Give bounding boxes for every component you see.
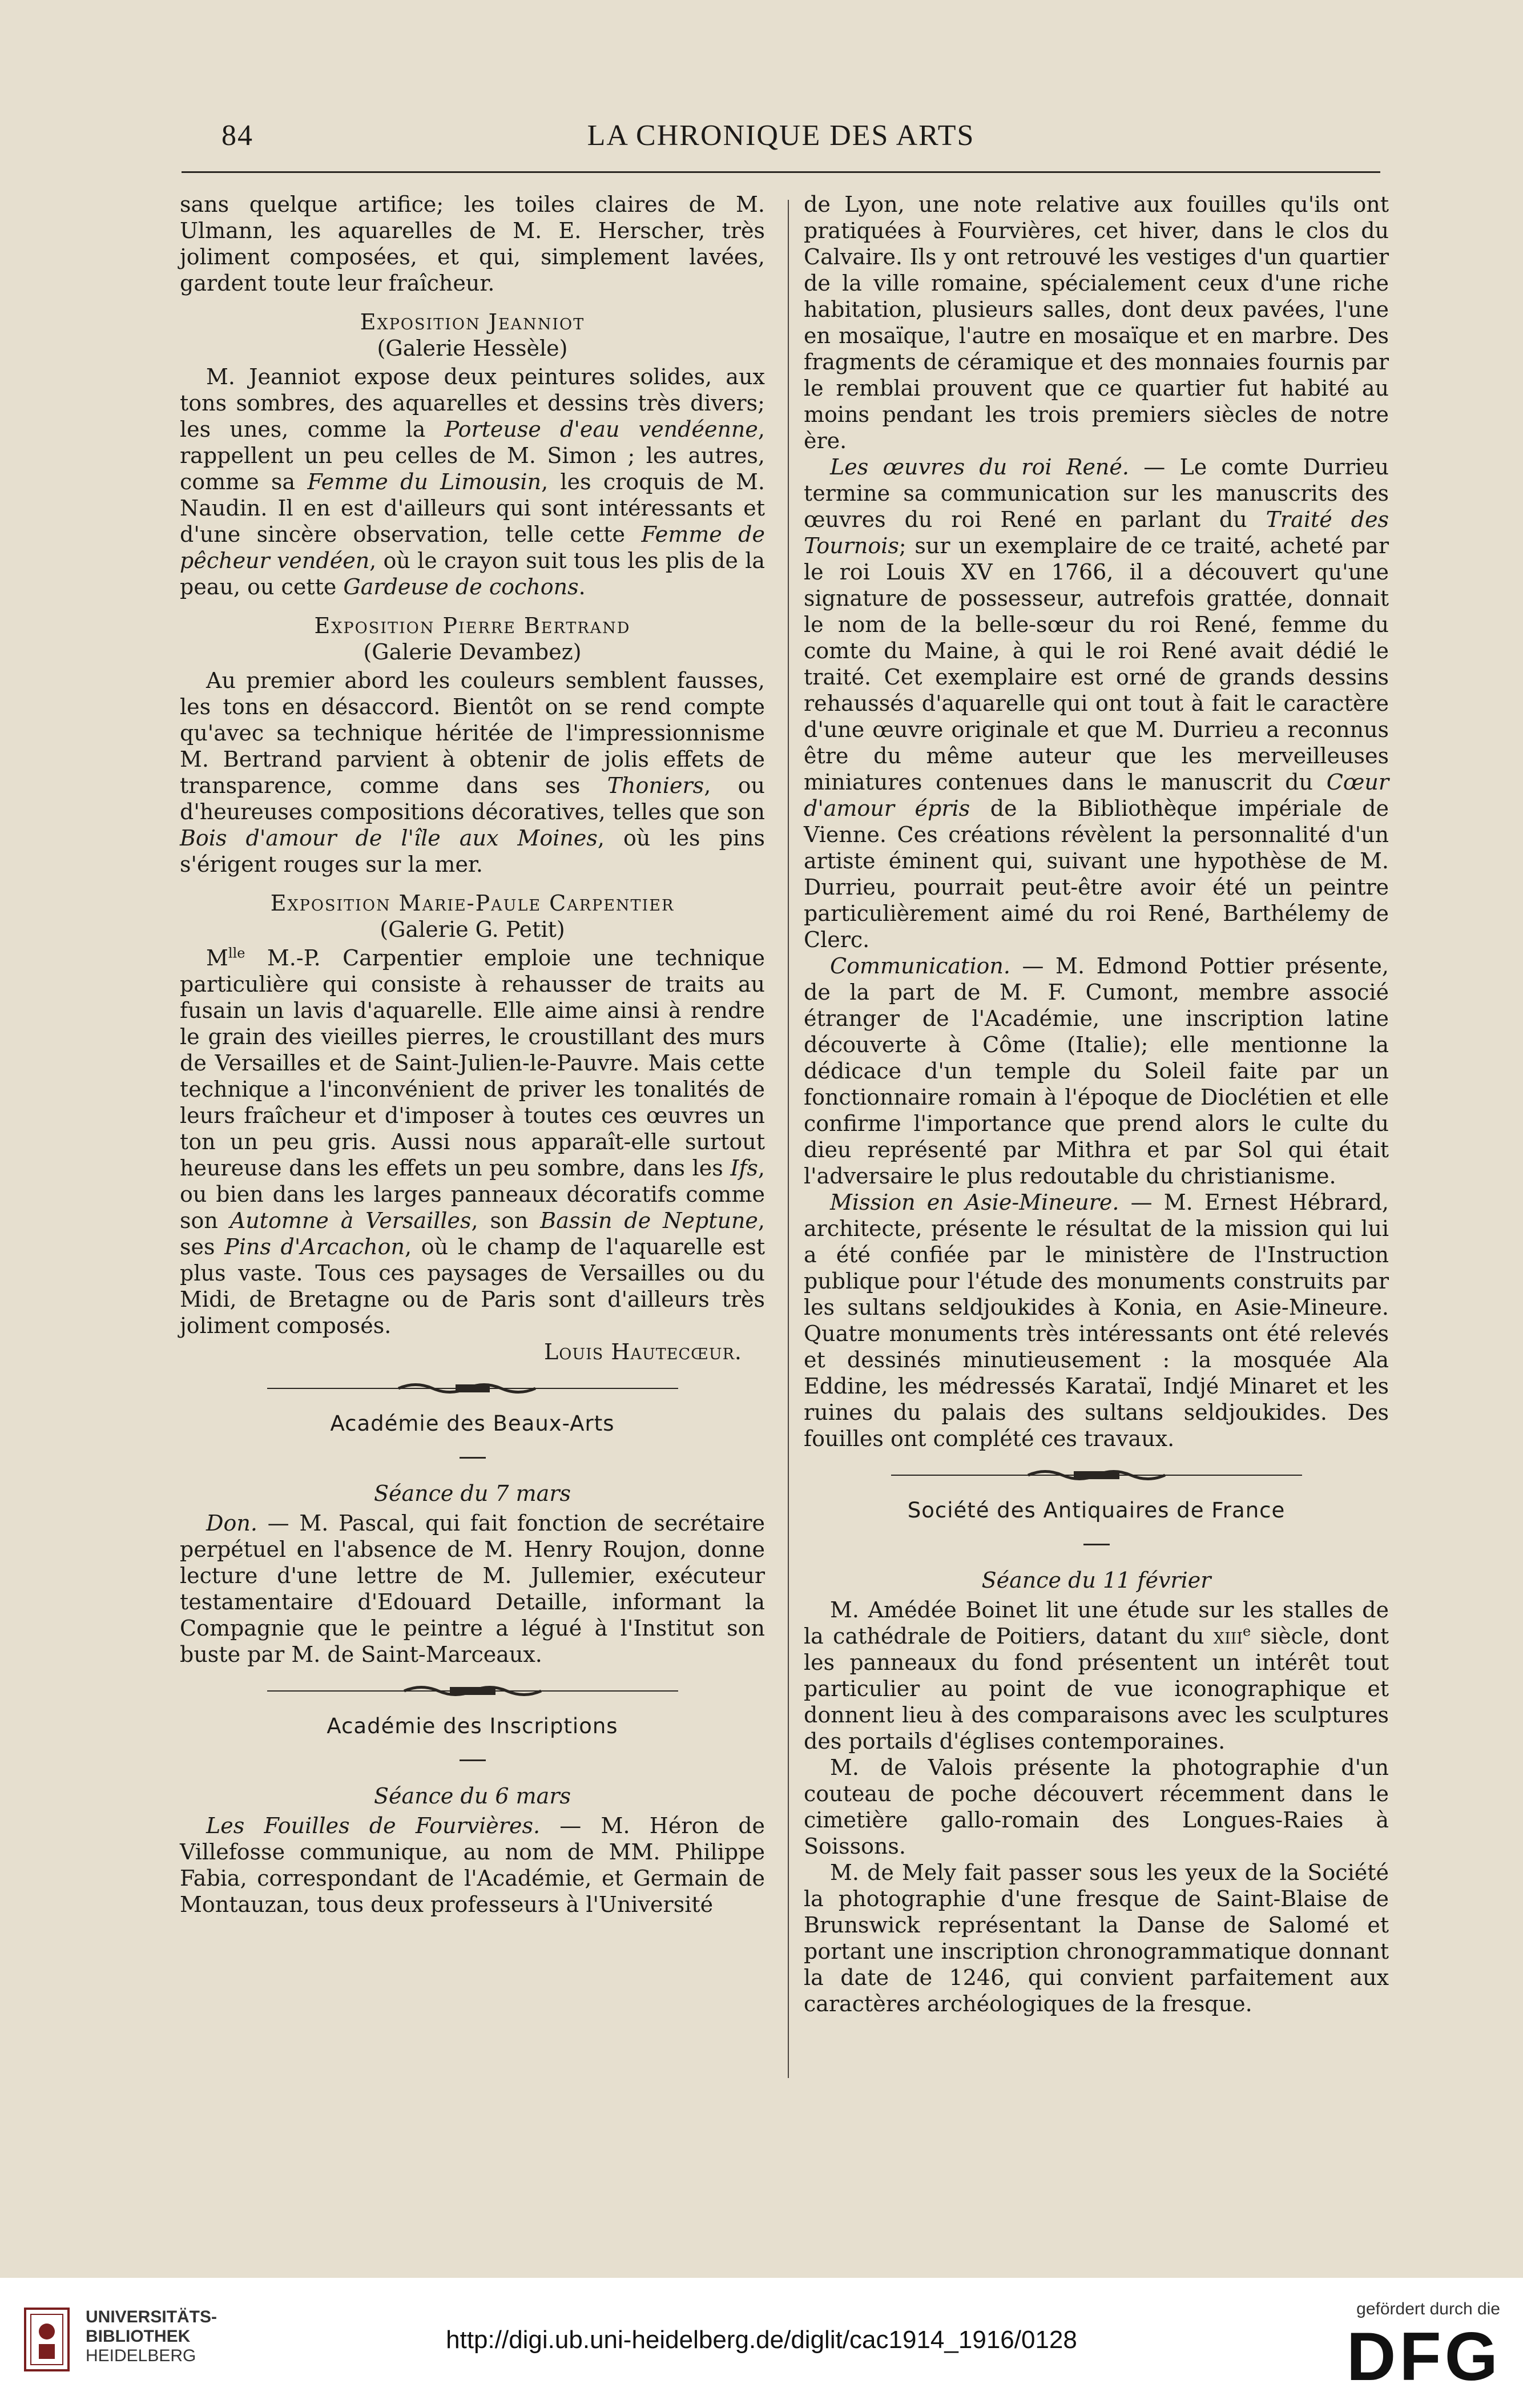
dfg-logo: DFG: [1346, 2318, 1501, 2395]
paragraph: sans quelque artifice; les toiles claires de M. Ulmann, les aquarelles de M. E. Herscher, très joliment composées, et qui, simplement lavées, gardent toute leur fraîcheur.: [180, 192, 765, 296]
paragraph: M. Amédée Boinet lit une étude sur les stalles de la cathédrale de Poitiers, datant du xiii$^e$ siècle, dont les panneaux du fond présentent un intérêt tout particulier au point de vue iconographique et donnent lieu à des comparaisons avec les sculptures des portails d'églises contemporaines.: [804, 1597, 1389, 1754]
paragraph: M. de Mely fait passer sous les yeux de la Société la photographie d'une fresque de Saint-Blaise de Brunswick représentant la Danse de Salomé et portant une inscription chronogrammatique donnant la date de 1246, qui convient parfaitement aux caractères archéologiques de la fresque.: [804, 1860, 1389, 2016]
right-column: [804, 191, 1389, 2017]
academy-heading: Académie des Inscriptions: [327, 1714, 618, 1738]
gallery-name: (Galerie Devambez): [363, 639, 582, 665]
ornament-divider: [267, 1682, 678, 1700]
paragraph: Communication. — M. Edmond Pottier présente, de la part de M. F. Cumont, membre associé étranger de l'Académie, une inscription latine découverte à Côme (Italie); elle mentionne la dédicace d'un temple du Soleil faite par un fonctionnaire romain à l'époque de Dioclétien et elle confirme l'importance que prend alors le culte du dieu représenté par Mithra et par Sol qui était l'adversaire le plus redoutable du christianisme.: [804, 953, 1389, 1189]
paragraph: M. de Valois présente la photographie d'un couteau de poche découvert récemment dans le cimetière gallo-romain des Longues-Raies à Soissons.: [804, 1755, 1389, 1859]
exhibition-title: Exposition Pierre Bertrand: [314, 613, 631, 638]
short-rule: [180, 1443, 765, 1469]
ornament-divider: [267, 1380, 678, 1397]
paragraph: Les Fouilles de Fourvières. — M. Héron de Villefosse communique, au nom de MM. Philippe Fabia, correspondant de l'Académie, et Germain de Montauzan, tous deux professeurs à l'Université: [180, 1813, 765, 1917]
paragraph: Don. — M. Pascal, qui fait fonction de secrétaire perpétuel en l'absence de M. Henry Roujon, donne lecture d'une lettre de M. Jullemier, exécuteur testamentaire d'Edouard Detaille, informant la Compagnie que le peintre a légué à l'Institut son buste par M. de Saint-Marceaux.: [180, 1511, 765, 1667]
paragraph: Les œuvres du roi René. — Le comte Durrieu termine sa communication sur les manuscrits des œuvres du roi René en parlant du Traité des Tournois; sur un exemplaire de ce traité, acheté par le roi Louis XV en 1766, il a découvert qu'une signature de possesseur, autrefois grattée, donnait le nom de la belle-sœur du roi René, femme du comte du Maine, à qui le roi René avait dédié le traité. Cet exemplaire est orné de grands dessins rehaussés d'aquarelle qui ont tout à fait le caractère d'une œuvre originale et que M. Durrieu a reconnus être du même auteur que les merveilleuses miniatures contenues dans le manuscrit du Cœur d'amour épris de la Bibliothèque impériale de Vienne. Ces créations révèlent la personnalité d'un artiste éminent qui, suivant une hypothèse de M. Durrieu, pourrait peut-être avoir été un peintre particulièrement aimé du roi René, Barthélemy de Clerc.: [804, 454, 1389, 952]
ornament-divider: [891, 1467, 1302, 1484]
short-rule: [804, 1529, 1389, 1556]
paragraph: Au premier abord les couleurs semblent fausses, les tons en désaccord. Bientôt on se rend compte qu'avec sa technique héritée de l'impressionnisme M. Bertrand parvient à obtenir de jolis effets de transparence, comme dans ses Thoniers, ou d'heureuses compositions décoratives, telles que son Bois d'amour de l'île aux Moines, où les pins s'érigent rouges sur la mer.: [180, 668, 765, 877]
paragraph: M. Jeanniot expose deux peintures solides, aux tons sombres, des aquarelles et dessins très divers; les unes, comme la Porteuse d'eau vendéenne, rappellent un peu celles de M. Simon ; les autres, comme sa Femme du Limousin, les croquis de M. Naudin. Il en est d'ailleurs qui sont intéressants et d'une sincère observation, telle cette Femme de pêcheur vendéen, où le crayon suit tous les plis de la peau, ou cette Gardeuse de cochons.: [180, 364, 765, 599]
gallery-name: (Galerie G. Petit): [380, 917, 565, 942]
funding-note: gefördert durch die: [1356, 2300, 1500, 2318]
column-divider: [788, 200, 789, 2078]
short-rule: [180, 1745, 765, 1771]
society-heading: Société des Antiquaires de France: [907, 1498, 1286, 1523]
session-date: Séance du 11 février: [981, 1568, 1211, 1593]
session-date: Séance du 7 mars: [374, 1481, 571, 1506]
paragraph: Mission en Asie-Mineure. — M. Ernest Hébrard, architecte, présente le résultat de la mission qui lui a été confiée par le ministère de l'Instruction publique pour l'étude des monuments construits par les sultans seldjoukides à Konia, en Asie-Mineure. Quatre monuments très intéressants ont été relevés et dessinés minutieusement : la mosquée Ala Eddine, les médressés Karataï, Indjé Minaret et les ruines du palais des sultans seldjoukides. Des fouilles ont complété ces travaux.: [804, 1190, 1389, 1451]
left-column: [180, 191, 765, 1918]
gallery-name: (Galerie Hessèle): [377, 336, 568, 361]
header-rule: [182, 171, 1380, 173]
academy-heading: Académie des Beaux-Arts: [330, 1411, 615, 1436]
footer-bar: [0, 2278, 1523, 2408]
author-signature: Louis Hautecœur.: [543, 1339, 742, 1364]
session-date: Séance du 6 mars: [374, 1783, 571, 1809]
exhibition-title: Exposition Jeanniot: [360, 309, 585, 335]
paragraph: $M^{lle}$ M.-P. Carpentier emploie une technique particulière qui consiste à rehausser de traits au fusain un lavis d'aquarelle. Elle aime ainsi à rendre le grain des vieilles pierres, le croustillant des murs de Versailles et de Saint-Julien-le-Pauvre. Mais cette technique a l'inconvénient de priver les tonalités de leurs fraîcheur et d'imposer à toutes ces œuvres un ton un peu gris. Aussi nous apparaît-elle surtout heureuse dans les effets un peu sombre, dans les Ifs, ou bien dans les larges panneaux décoratifs comme son Automne à Versailles, son Bassin de Neptune, ses Pins d'Arcachon, où le champ de l'aquarelle est plus vaste. Tous ces paysages de Versailles ou du Midi, de Bretagne ou de Paris sont d'ailleurs très joliment composés.: [180, 945, 765, 1338]
permalink-url[interactable]: http://digi.ub.uni-heidelberg.de/diglit/cac1914_1916/0128: [446, 2326, 1077, 2354]
institution-name: UNIVERSITÄTS- BIBLIOTHEK HEIDELBERG: [86, 2308, 217, 2365]
running-head: LA CHRONIQUE DES ARTS: [587, 119, 975, 152]
page-header: [182, 119, 1380, 159]
paragraph: de Lyon, une note relative aux fouilles qu'ils ont pratiquées à Fourvières, cet hiver, dans le clos du Calvaire. Ils y ont retrouvé les vestiges d'un quartier de la ville romaine, spécialement ceux d'une riche habitation, plusieurs salles, dont deux pavées, l'une en mosaïque, l'autre en mosaïque et en marbre. Des fragments de céramique et des monnaies fournis par le remblai prouvent que ce quartier fut habité au moins pendant les trois premiers siècles de notre ère.: [804, 192, 1389, 453]
page-number: 84: [221, 119, 253, 152]
exhibition-title: Exposition Marie-Paule Carpentier: [270, 891, 675, 916]
